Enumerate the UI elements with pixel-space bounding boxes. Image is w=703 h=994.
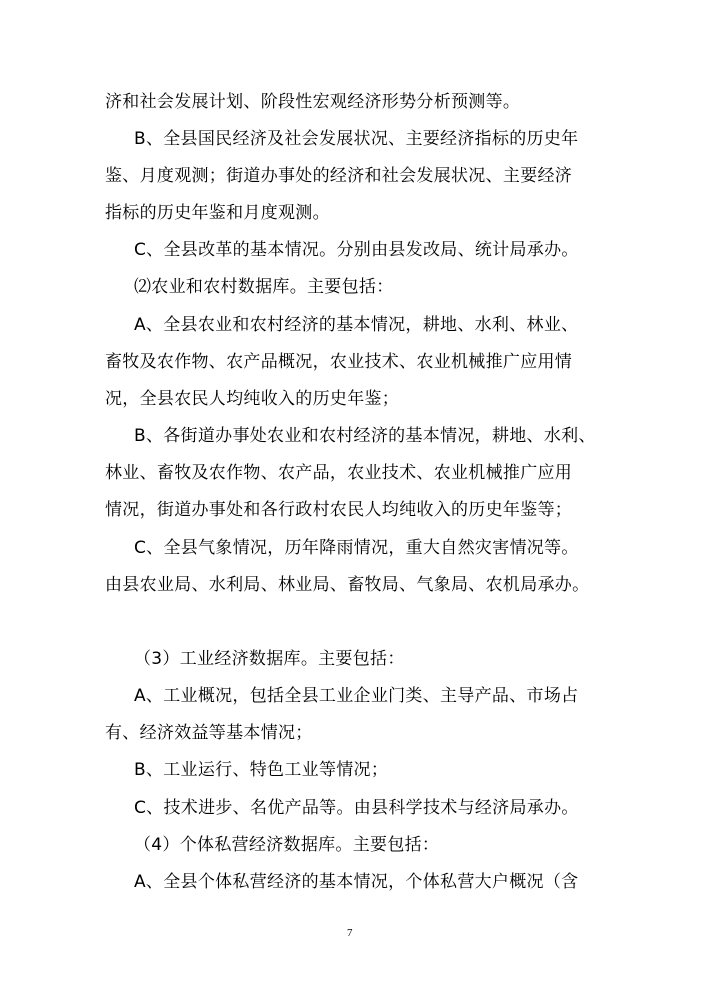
text-line: C、技术进步、名优产品等。由县科学技术与经济局承办。 [134,798,579,818]
text-line: A、全县农业和农村经济的基本情况，耕地、水利、林业、 [134,315,579,335]
text-line: 况，全县农民人均纯收入的历史年鉴； [105,389,400,409]
text-line: 鉴、月度观测；街道办事处的经济和社会发展状况、主要经济 [105,166,573,186]
text-line: 济和社会发展计划、阶段性宏观经济形势分析预测等。 [105,92,521,112]
text-line: A、工业概况，包括全县工业企业门类、主导产品、市场占 [134,686,579,706]
text-line: C、全县改革的基本情况。分别由县发改局、统计局承办。 [134,240,579,260]
text-line: 由县农业局、水利局、林业局、畜牧局、气象局、农机局承办。 [105,575,590,595]
section-heading: ⑵农业和农村数据库。主要包括： [134,277,394,297]
text-line: 指标的历史年鉴和月度观测。 [105,203,330,223]
text-line: B、各街道办事处农业和农村经济的基本情况，耕地、水利、 [134,426,596,446]
text-line: B、工业运行、特色工业等情况； [134,760,389,780]
text-line: 有、经济效益等基本情况； [105,723,313,743]
section-heading: （3）工业经济数据库。主要包括： [134,649,405,669]
section-heading: （4）个体私营经济数据库。主要包括： [134,835,440,855]
text-line: B、全县国民经济及社会发展状况、主要经济指标的历史年 [134,129,579,149]
text-line: 林业、畜牧及农作物、农产品，农业技术、农业机械推广应用 [105,463,573,483]
text-line: A、全县个体私营经济的基本情况，个体私营大户概况（含 [134,872,579,892]
text-line: 畜牧及农作物、农产品概况，农业技术、农业机械推广应用情 [105,352,573,372]
page-number: 7 [347,927,353,939]
text-line: C、全县气象情况，历年降雨情况，重大自然灾害情况等。 [134,538,579,558]
text-line: 情况，街道办事处和各行政村农民人均纯收入的历史年鉴等； [105,500,573,520]
